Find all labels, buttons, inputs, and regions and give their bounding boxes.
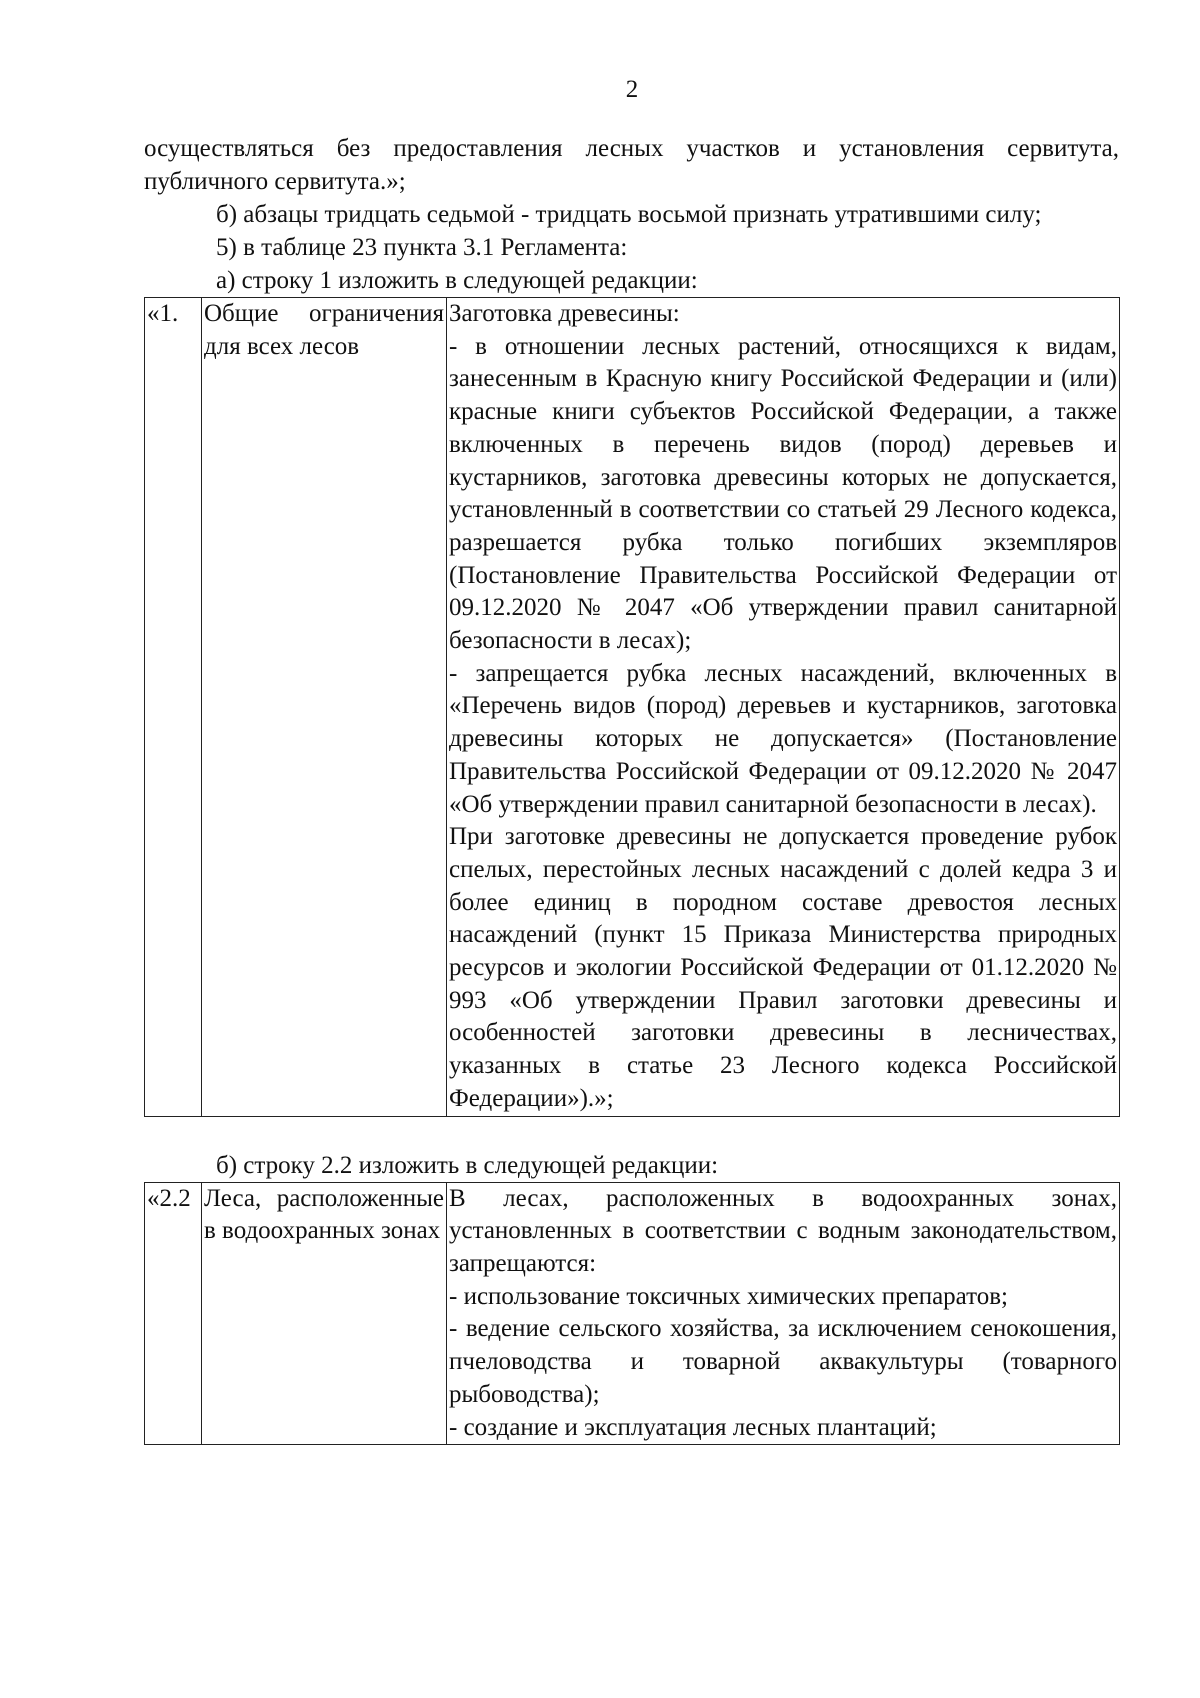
content-line: В лесах, расположенных в водоохранных зонах, установленных в соответствии с водным законодательством, запрещаются: <box>449 1184 1117 1277</box>
content-line: - использование токсичных химических препаратов; <box>449 1282 1008 1310</box>
content-line: При заготовке древесины не допускается проведение рубок спелых, перестойных лесных насаждений с долей кедра 3 и более единиц в породном составе древостоя лесных насаждений (пункт 15 Приказа Министерства природных ресурсов и экологии Российской Федерации от 01.12.2020 № 993 «Об утверждении Правил заготовки древесины и особенностей заготовки древесины в лесничествах, указанных в статье 23 Лесного кодекса Российской Федерации»).»; <box>449 823 1117 1112</box>
content-line: - в отношении лесных растений, относящихся к видам, занесенным в Красную книгу Российской Федерации и (или) красные книги субъектов Российской Федерации, а также включенных в перечень видов (пород) деревьев и кустарников, заготовка древесины которых не допускается, установленный в соответствии со статьей 29 Лесного кодекса, разрешается рубка только погибших экземпляров (Постановление Правительства Российской Федерации от 09.12.2020 № 2047 «Об утверждении правил санитарной безопасности в лесах); <box>449 332 1117 655</box>
regulation-table-row-2-2 <box>144 1182 1120 1446</box>
page-number: 2 <box>625 76 639 103</box>
table-row <box>145 298 1120 1117</box>
paragraph-continuation: осуществляться без предоставления лесных участков и установления сервитута, публичного сервитута.»; <box>144 135 1119 195</box>
row-number-cell: «2.2 <box>145 1182 202 1445</box>
document-body <box>144 132 1119 1445</box>
row-number-cell: «1. <box>145 298 202 1117</box>
paragraph-item-b: б) абзацы тридцать седьмой - тридцать восьмой признать утратившими силу; <box>216 201 1042 228</box>
row-content-cell <box>447 298 1120 1117</box>
row-name-cell: Общие ограничения для всех лесов <box>202 298 447 1117</box>
paragraph-item-5: 5) в таблице 23 пункта 3.1 Регламента: <box>216 234 628 261</box>
regulation-table-row-1 <box>144 297 1120 1117</box>
content-line: - запрещается рубка лесных насаждений, включенных в «Перечень видов (пород) деревьев и кустарников, заготовка древесины которых не допускается» (Постановление Правительства Российской Федерации от 09.12.2020 № 2047 «Об утверждении правил санитарной безопасности в лесах). <box>449 659 1117 818</box>
row-content-cell <box>447 1182 1120 1445</box>
content-line: - создание и эксплуатация лесных плантаций; <box>449 1413 937 1441</box>
spacer <box>144 1117 1119 1149</box>
paragraph-item-a: а) строку 1 изложить в следующей редакции: <box>216 267 698 294</box>
table-row <box>145 1182 1120 1445</box>
content-line: - ведение сельского хозяйства, за исключением сенокошения, пчеловодства и товарной аквакультуры (товарного рыбоводства); <box>449 1315 1117 1408</box>
row-name-cell: Леса, расположенные в водоохранных зонах <box>202 1182 447 1445</box>
paragraph-item-b2: б) строку 2.2 изложить в следующей редакции: <box>216 1151 719 1179</box>
content-line: Заготовка древесины: <box>449 300 680 327</box>
